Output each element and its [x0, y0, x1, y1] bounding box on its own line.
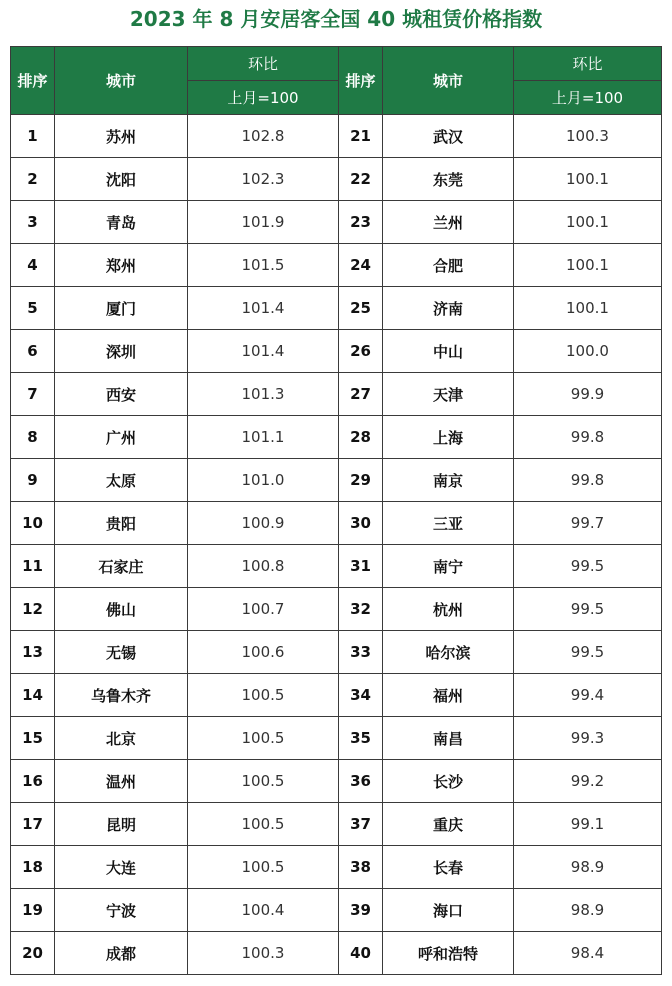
index-value-cell: 100.5 — [188, 717, 339, 760]
index-value-cell: 100.5 — [188, 803, 339, 846]
rank-cell: 21 — [339, 115, 383, 158]
rank-cell: 7 — [11, 373, 55, 416]
index-value-cell: 99.9 — [514, 373, 662, 416]
city-cell: 太原 — [55, 459, 188, 502]
table-row — [11, 158, 662, 201]
index-value-cell: 102.3 — [188, 158, 339, 201]
table-row — [11, 760, 662, 803]
rank-cell: 1 — [11, 115, 55, 158]
rank-cell: 19 — [11, 889, 55, 932]
city-cell: 大连 — [55, 846, 188, 889]
rank-cell: 33 — [339, 631, 383, 674]
rank-cell: 31 — [339, 545, 383, 588]
table-row — [11, 588, 662, 631]
rank-cell: 38 — [339, 846, 383, 889]
city-cell: 广州 — [55, 416, 188, 459]
city-cell: 无锡 — [55, 631, 188, 674]
rank-cell: 34 — [339, 674, 383, 717]
city-cell: 东莞 — [383, 158, 514, 201]
city-cell: 北京 — [55, 717, 188, 760]
index-value-cell: 100.3 — [188, 932, 339, 975]
header-mom-left: 环比 — [188, 47, 339, 81]
index-value-cell: 99.1 — [514, 803, 662, 846]
header-base-right: 上月=100 — [514, 81, 662, 115]
rank-cell: 15 — [11, 717, 55, 760]
index-value-cell: 99.5 — [514, 588, 662, 631]
header-city-right: 城市 — [383, 47, 514, 115]
rent-index-table — [10, 46, 662, 975]
table-row — [11, 545, 662, 588]
rank-cell: 2 — [11, 158, 55, 201]
city-cell: 温州 — [55, 760, 188, 803]
table-row — [11, 803, 662, 846]
index-value-cell: 99.5 — [514, 545, 662, 588]
index-value-cell: 100.4 — [188, 889, 339, 932]
index-value-cell: 100.3 — [514, 115, 662, 158]
rank-cell: 32 — [339, 588, 383, 631]
rank-cell: 3 — [11, 201, 55, 244]
index-value-cell: 100.9 — [188, 502, 339, 545]
city-cell: 南宁 — [383, 545, 514, 588]
index-value-cell: 98.4 — [514, 932, 662, 975]
index-value-cell: 99.8 — [514, 416, 662, 459]
rank-cell: 20 — [11, 932, 55, 975]
rank-cell: 9 — [11, 459, 55, 502]
rank-cell: 11 — [11, 545, 55, 588]
rank-cell: 27 — [339, 373, 383, 416]
index-value-cell: 100.1 — [514, 244, 662, 287]
city-cell: 海口 — [383, 889, 514, 932]
index-value-cell: 99.2 — [514, 760, 662, 803]
city-cell: 深圳 — [55, 330, 188, 373]
city-cell: 佛山 — [55, 588, 188, 631]
city-cell: 济南 — [383, 287, 514, 330]
index-value-cell: 100.6 — [188, 631, 339, 674]
rank-cell: 12 — [11, 588, 55, 631]
city-cell: 中山 — [383, 330, 514, 373]
city-cell: 成都 — [55, 932, 188, 975]
city-cell: 长春 — [383, 846, 514, 889]
city-cell: 哈尔滨 — [383, 631, 514, 674]
city-cell: 重庆 — [383, 803, 514, 846]
index-value-cell: 100.1 — [514, 201, 662, 244]
city-cell: 宁波 — [55, 889, 188, 932]
header-rank-left: 排序 — [11, 47, 55, 115]
rank-cell: 39 — [339, 889, 383, 932]
table-row — [11, 287, 662, 330]
city-cell: 上海 — [383, 416, 514, 459]
index-value-cell: 99.4 — [514, 674, 662, 717]
table-header — [11, 47, 662, 115]
header-mom-right: 环比 — [514, 47, 662, 81]
rank-cell: 18 — [11, 846, 55, 889]
index-value-cell: 101.3 — [188, 373, 339, 416]
index-value-cell: 101.0 — [188, 459, 339, 502]
table-row — [11, 115, 662, 158]
table-row — [11, 330, 662, 373]
rank-cell: 26 — [339, 330, 383, 373]
city-cell: 福州 — [383, 674, 514, 717]
index-value-cell: 100.1 — [514, 287, 662, 330]
table-row — [11, 932, 662, 975]
city-cell: 厦门 — [55, 287, 188, 330]
table-row — [11, 244, 662, 287]
rank-cell: 5 — [11, 287, 55, 330]
rank-cell: 28 — [339, 416, 383, 459]
index-value-cell: 100.5 — [188, 674, 339, 717]
header-rank-right: 排序 — [339, 47, 383, 115]
city-cell: 合肥 — [383, 244, 514, 287]
rank-cell: 22 — [339, 158, 383, 201]
index-value-cell: 100.8 — [188, 545, 339, 588]
rank-cell: 29 — [339, 459, 383, 502]
rank-cell: 8 — [11, 416, 55, 459]
index-value-cell: 102.8 — [188, 115, 339, 158]
table-row — [11, 889, 662, 932]
rank-cell: 10 — [11, 502, 55, 545]
table-row — [11, 416, 662, 459]
rank-cell: 36 — [339, 760, 383, 803]
city-cell: 苏州 — [55, 115, 188, 158]
table-row — [11, 459, 662, 502]
table-row — [11, 717, 662, 760]
rank-cell: 30 — [339, 502, 383, 545]
table-row — [11, 502, 662, 545]
index-value-cell: 100.0 — [514, 330, 662, 373]
city-cell: 武汉 — [383, 115, 514, 158]
index-value-cell: 101.1 — [188, 416, 339, 459]
table-row — [11, 674, 662, 717]
city-cell: 贵阳 — [55, 502, 188, 545]
city-cell: 南京 — [383, 459, 514, 502]
city-cell: 沈阳 — [55, 158, 188, 201]
city-cell: 乌鲁木齐 — [55, 674, 188, 717]
city-cell: 呼和浩特 — [383, 932, 514, 975]
city-cell: 南昌 — [383, 717, 514, 760]
index-value-cell: 100.5 — [188, 846, 339, 889]
index-value-cell: 101.4 — [188, 330, 339, 373]
index-value-cell: 100.7 — [188, 588, 339, 631]
rank-cell: 37 — [339, 803, 383, 846]
rank-cell: 16 — [11, 760, 55, 803]
index-value-cell: 100.1 — [514, 158, 662, 201]
header-base-left: 上月=100 — [188, 81, 339, 115]
city-cell: 三亚 — [383, 502, 514, 545]
header-city-left: 城市 — [55, 47, 188, 115]
city-cell: 长沙 — [383, 760, 514, 803]
rank-cell: 14 — [11, 674, 55, 717]
rank-cell: 4 — [11, 244, 55, 287]
table-row — [11, 846, 662, 889]
rank-cell: 25 — [339, 287, 383, 330]
index-value-cell: 98.9 — [514, 889, 662, 932]
index-value-cell: 99.3 — [514, 717, 662, 760]
index-value-cell: 101.4 — [188, 287, 339, 330]
city-cell: 天津 — [383, 373, 514, 416]
index-value-cell: 101.5 — [188, 244, 339, 287]
rank-cell: 17 — [11, 803, 55, 846]
index-value-cell: 98.9 — [514, 846, 662, 889]
index-value-cell: 101.9 — [188, 201, 339, 244]
city-cell: 青岛 — [55, 201, 188, 244]
city-cell: 郑州 — [55, 244, 188, 287]
rank-cell: 35 — [339, 717, 383, 760]
page-title: 2023 年 8 月安居客全国 40 城租赁价格指数 — [129, 7, 543, 31]
table-row — [11, 373, 662, 416]
index-value-cell: 99.8 — [514, 459, 662, 502]
table-row — [11, 201, 662, 244]
index-value-cell: 99.5 — [514, 631, 662, 674]
city-cell: 西安 — [55, 373, 188, 416]
city-cell: 石家庄 — [55, 545, 188, 588]
rank-cell: 6 — [11, 330, 55, 373]
index-value-cell: 99.7 — [514, 502, 662, 545]
city-cell: 昆明 — [55, 803, 188, 846]
table-body — [11, 115, 662, 975]
city-cell: 兰州 — [383, 201, 514, 244]
table-row — [11, 631, 662, 674]
rank-cell: 23 — [339, 201, 383, 244]
city-cell: 杭州 — [383, 588, 514, 631]
rank-cell: 13 — [11, 631, 55, 674]
rank-cell: 40 — [339, 932, 383, 975]
index-value-cell: 100.5 — [188, 760, 339, 803]
rank-cell: 24 — [339, 244, 383, 287]
